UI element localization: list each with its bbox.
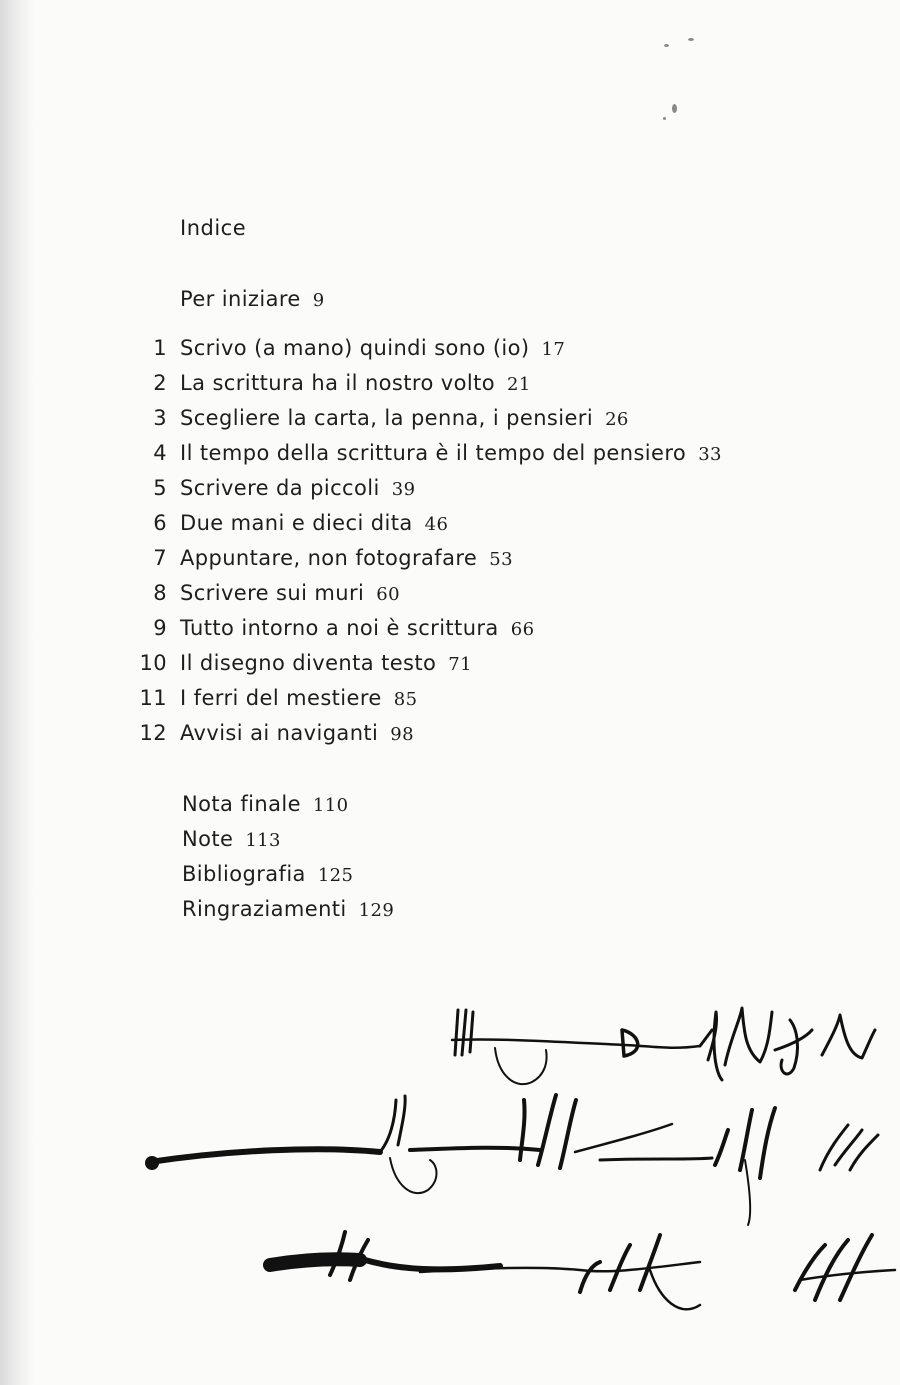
toc-entry-chapter[interactable]	[0, 581, 900, 611]
toc-entry-chapter[interactable]	[0, 511, 900, 541]
toc-entry-chapter[interactable]	[0, 721, 900, 751]
toc-entry-chapter[interactable]	[0, 686, 900, 716]
paper-speck	[663, 117, 666, 120]
toc-entry-label: Scrivo (a mano) quindi sono (io)	[180, 336, 530, 360]
chapter-number: 2	[153, 371, 167, 395]
toc-entry-page: 17	[541, 339, 566, 360]
toc-entry-page: 110	[312, 795, 349, 816]
toc-entry-page: 125	[317, 865, 354, 886]
toc-entry-page: 21	[506, 374, 531, 395]
toc-entry-page: 129	[358, 900, 395, 921]
toc-entry-chapter[interactable]	[0, 616, 900, 646]
chapter-number: 3	[153, 406, 167, 430]
chapter-number: 11	[139, 686, 167, 710]
toc-entry-back-matter[interactable]	[2, 792, 900, 822]
toc-entry-chapter[interactable]	[0, 441, 900, 471]
toc-entry-label: Scegliere la carta, la penna, i pensieri	[180, 406, 594, 430]
toc-entry-label: Il disegno diventa testo	[180, 651, 437, 675]
toc-entry-label: Appuntare, non fotografare	[180, 546, 478, 570]
chapter-number: 12	[139, 721, 167, 745]
chapter-number: 10	[139, 651, 167, 675]
chapter-number: 5	[153, 476, 167, 500]
chapter-number: 7	[153, 546, 167, 570]
toc-entry-label: Per iniziare	[180, 287, 301, 311]
toc-entry-page: 39	[391, 479, 416, 500]
toc-entry-back-matter[interactable]	[2, 827, 900, 857]
toc-entry-label: Tutto intorno a noi è scrittura	[180, 616, 499, 640]
chapter-number: 1	[153, 336, 167, 360]
toc-entry-page: 98	[390, 724, 414, 745]
toc-entry-page: 53	[489, 549, 513, 570]
toc-entry-chapter[interactable]	[0, 476, 900, 506]
toc-entry-label: Bibliografia	[182, 862, 306, 886]
paper-speck	[688, 38, 694, 41]
toc-entry-page: 85	[393, 689, 418, 710]
chapter-number: 8	[153, 581, 167, 605]
toc-entry-page: 9	[312, 290, 325, 311]
paper-speck	[672, 104, 677, 113]
toc-entry-chapter[interactable]	[0, 651, 900, 681]
chapter-number: 4	[153, 441, 167, 465]
toc-entry-chapter[interactable]	[0, 371, 900, 401]
toc-entry-label: Ringraziamenti	[182, 897, 347, 921]
toc-entry-label: Scrivere sui muri	[180, 581, 365, 605]
toc-entry-chapter[interactable]	[0, 546, 900, 576]
toc-entry-page: 113	[245, 830, 281, 851]
toc-entry-label: Nota finale	[182, 792, 301, 816]
toc-entry-label: La scrittura ha il nostro volto	[180, 371, 495, 395]
toc-entry-label: Note	[182, 827, 234, 851]
toc-entry-chapter[interactable]	[0, 406, 900, 436]
paper-speck	[664, 44, 669, 47]
chapter-number: 9	[153, 616, 167, 640]
toc-entry-page: 66	[510, 619, 535, 640]
toc-title: Indice	[180, 216, 247, 240]
toc-entry-page: 71	[448, 654, 472, 675]
toc-entry-page: 46	[424, 514, 449, 535]
toc-entry-page: 26	[605, 409, 629, 430]
toc-entry-back-matter[interactable]	[2, 897, 900, 927]
toc-entry-label: I ferri del mestiere	[180, 686, 382, 710]
toc-entry-page: 33	[698, 444, 722, 465]
toc-entry-page: 60	[376, 584, 400, 605]
toc-entry-back-matter[interactable]	[2, 862, 900, 892]
toc-entry-label: Scrivere da piccoli	[180, 476, 380, 500]
toc-entry-chapter[interactable]	[0, 336, 900, 366]
chapter-number: 6	[153, 511, 167, 535]
toc-entry-label: Avvisi ai naviganti	[180, 721, 379, 745]
calligraphy-decoration	[0, 990, 900, 1385]
toc-entry-label: Due mani e dieci dita	[180, 511, 413, 535]
toc-entry-label: Il tempo della scrittura è il tempo del pensiero	[180, 441, 687, 465]
